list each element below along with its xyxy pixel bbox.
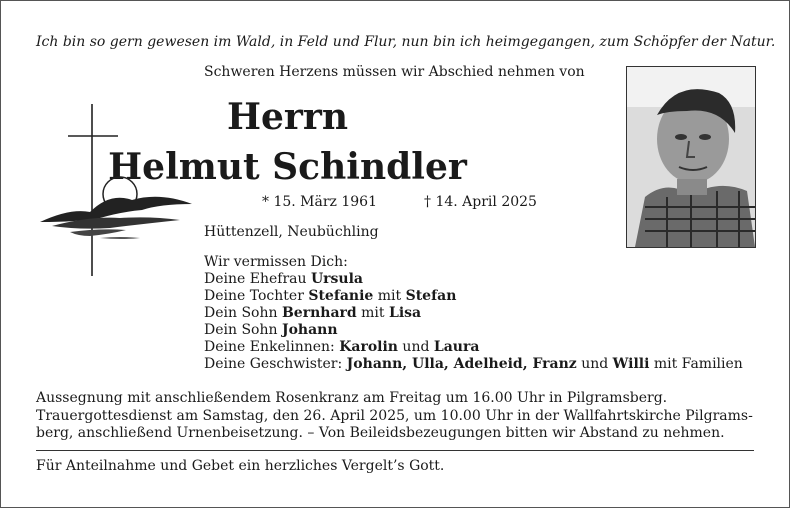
mourner-line (204, 339, 743, 356)
mourner-name: Karolin (339, 339, 398, 355)
residence: Hüttenzell, Neubüchling (204, 224, 379, 240)
thanks-text: Für Anteilnahme und Gebet ein herzliches Vergelt’s Gott. (36, 458, 445, 474)
relation-label: Deine Geschwister: (204, 356, 347, 372)
mourner-line (204, 305, 743, 322)
mourner-name: Bernhard (281, 305, 357, 321)
connector-text: mit (373, 288, 406, 304)
service-line: Trauergottesdienst am Samstag, den 26. April 2025, um 10.00 Uhr in der Wallfahrtskirche Pilgrams- (36, 407, 753, 424)
mourner-name: Stefan (405, 288, 457, 304)
intro-text: Schweren Herzens müssen wir Abschied nehmen von (204, 64, 585, 80)
cross-sunset-icon (30, 100, 200, 280)
mourner-line (204, 271, 743, 288)
birth-date: * 15. März 1961 (262, 194, 377, 210)
death-date: † 14. April 2025 (424, 194, 537, 210)
connector-text: und (397, 339, 434, 355)
divider (36, 450, 754, 451)
mourner-name: Stefanie (308, 288, 374, 304)
connector-text: und (576, 356, 613, 372)
relation-label: Deine Tochter (204, 288, 309, 304)
mourners-heading: Wir vermissen Dich: (204, 254, 348, 270)
service-line: Aussegnung mit anschließendem Rosenkranz am Freitag um 16.00 Uhr in Pilgramsberg. (36, 390, 668, 406)
portrait-photo (626, 66, 756, 248)
mourner-line (204, 356, 743, 373)
salutation-text: Herrn (226, 96, 349, 138)
service-line: berg, anschließend Urnenbeisetzung. – Von Beileidsbezeugungen bitten wir Abstand zu nehmen. (36, 425, 725, 441)
mourner-line (204, 322, 743, 339)
mourner-name: Ursula (310, 271, 363, 287)
mourner-name: Willi (612, 356, 650, 372)
mourners-list (204, 254, 743, 373)
mourner-name: Laura (433, 339, 480, 355)
connector-text: mit Familien (649, 356, 743, 372)
mourner-name: Johann, Ulla, Adelheid, Franz (346, 356, 577, 372)
mourner-name: Lisa (388, 305, 422, 321)
motto: Ich bin so gern gewesen im Wald, in Feld und Flur, nun bin ich heimgegangen, zum Schöpfer der Natur. (36, 34, 776, 50)
relation-label: Dein Sohn (204, 322, 282, 338)
connector-text: mit (356, 305, 389, 321)
mourner-name: Johann (281, 322, 338, 338)
mourner-lines (204, 271, 743, 373)
service-info (36, 390, 756, 443)
relation-label: Dein Sohn (204, 305, 282, 321)
mourner-line (204, 288, 743, 305)
relation-label: Deine Enkelinnen: (204, 339, 340, 355)
deceased-name-text: Helmut Schindler (108, 146, 467, 188)
relation-label: Deine Ehefrau (204, 271, 311, 287)
